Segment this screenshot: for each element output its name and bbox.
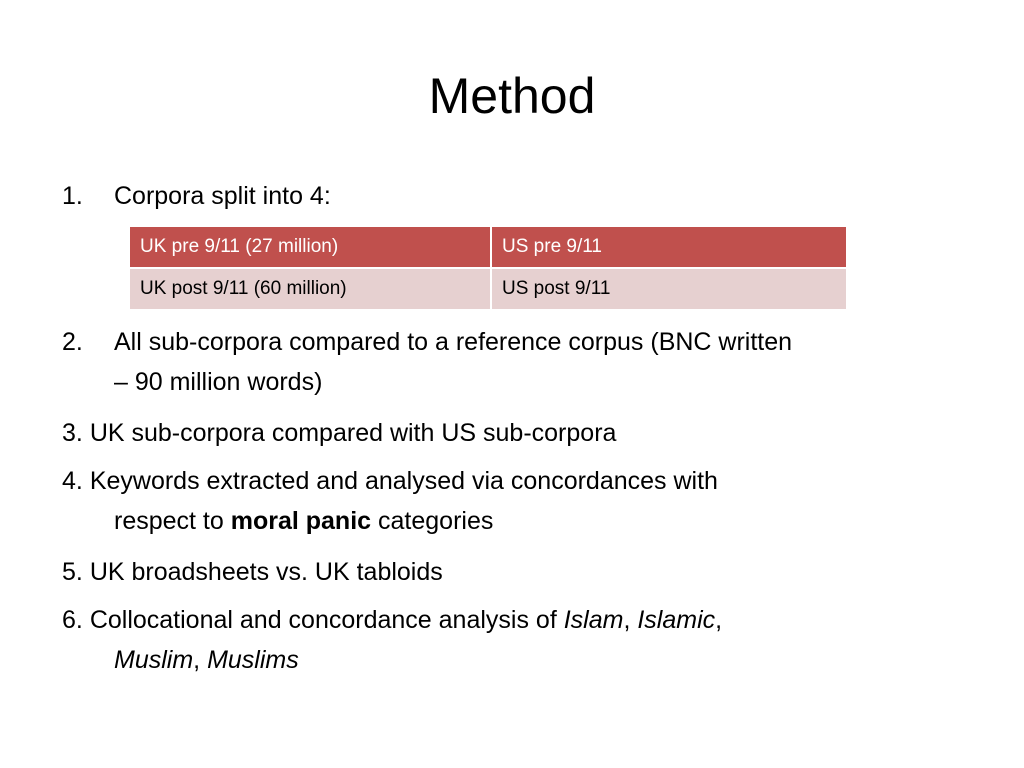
italic-term: Muslim bbox=[114, 646, 194, 674]
list-item-number: 5. bbox=[62, 558, 83, 586]
list-item-1 bbox=[62, 176, 972, 216]
list-item-6 bbox=[62, 600, 972, 680]
corpora-table bbox=[128, 225, 848, 311]
list-item-number: 3. bbox=[62, 419, 83, 447]
table-cell: UK post 9/11 (60 million) bbox=[129, 268, 491, 310]
list-item-number: 6. bbox=[62, 606, 83, 634]
list-item-text: UK sub-corpora compared with US sub-corpora bbox=[89, 419, 617, 447]
text-segment: categories bbox=[371, 507, 494, 535]
list-item-text: Corpora split into 4: bbox=[114, 182, 331, 210]
table-cell: US pre 9/11 bbox=[491, 226, 847, 268]
list-item-5 bbox=[62, 552, 972, 592]
list-item-continuation: – 90 million words) bbox=[114, 368, 323, 396]
separator: , bbox=[715, 606, 723, 634]
table-cell: US post 9/11 bbox=[491, 268, 847, 310]
table-row bbox=[129, 268, 847, 310]
list-item-number: 4. bbox=[62, 467, 83, 495]
list-item-number: 2. bbox=[62, 328, 83, 356]
table-cell: UK pre 9/11 (27 million) bbox=[129, 226, 491, 268]
list-item-number: 1. bbox=[62, 182, 83, 210]
slide-title: Method bbox=[428, 68, 596, 124]
italic-term: Islam bbox=[563, 606, 624, 634]
emphasis-term: moral panic bbox=[230, 507, 372, 535]
list-item-continuation bbox=[62, 501, 972, 541]
list-item-text: UK broadsheets vs. UK tabloids bbox=[89, 558, 443, 586]
text-segment: respect to bbox=[114, 507, 231, 535]
list-item-text: Keywords extracted and analysed via concordances with bbox=[89, 467, 718, 495]
list-item-4 bbox=[62, 461, 972, 541]
separator: , bbox=[623, 606, 638, 634]
separator: , bbox=[193, 646, 208, 674]
italic-term: Muslims bbox=[207, 646, 299, 674]
list-item-2 bbox=[62, 322, 972, 402]
list-item-text: Collocational and concordance analysis of bbox=[89, 606, 564, 634]
list-item-3 bbox=[62, 413, 972, 453]
table-row bbox=[129, 226, 847, 268]
list-item-text: All sub-corpora compared to a reference corpus (BNC written bbox=[114, 328, 793, 356]
italic-term: Islamic bbox=[637, 606, 716, 634]
list-item-continuation bbox=[62, 640, 972, 680]
